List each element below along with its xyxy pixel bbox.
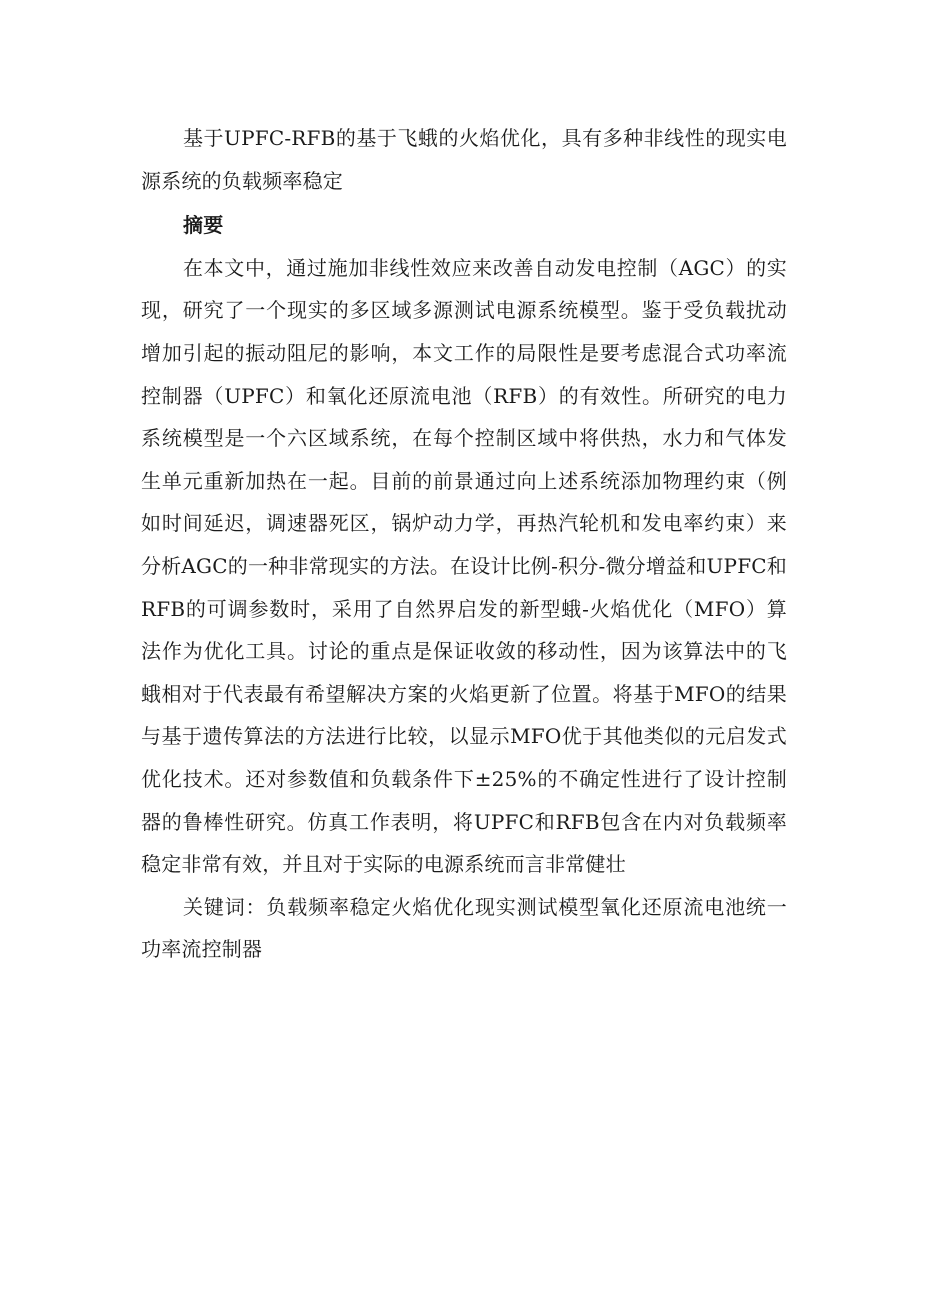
document-title: 基于UPFC-RFB的基于飞蛾的火焰优化，具有多种非线性的现实电源系统的负载频率稳定 (141, 126, 787, 193)
keywords-line: 关键词：负载频率稳定火焰优化现实测试模型氧化还原流电池统一功率流控制器 (141, 894, 787, 962)
document-content (141, 117, 787, 971)
abstract-heading: 摘要 (183, 213, 224, 238)
abstract-body: 在本文中，通过施加非线性效应来改善自动发电控制（AGC）的实现，研究了一个现实的多区域多源测试电源系统模型。鉴于受负载扰动增加引起的振动阻尼的影响，本文工作的局限性是要考虑混合式功率流控制器（UPFC）和氧化还原流电池（RFB）的有效性。所研究的电力系统模型是一个六区域系统，在每个控制区域中将供热，水力和气体发生单元重新加热在一起。目前的前景通过向上述系统添加物理约束（例如时间延迟，调速器死区，锅炉动力学，再热汽轮机和发电率约束）来分析AGC的一种非常现实的方法。在设计比例-积分-微分增益和UPFC和RFB的可调参数时，采用了自然界启发的新型蛾-火焰优化（MFO）算法作为优化工具。讨论的重点是保证收敛的移动性，因为该算法中的飞蛾相对于代表最有希望解决方案的火焰更新了位置。将基于MFO的结果与基于遗传算法的方法进行比较，以显示MFO优于其他类似的元启发式优化技术。还对参数值和负载条件下±25%的不确定性进行了设计控制器的鲁棒性研究。仿真工作表明，将UPFC和RFB包含在内对负载频率稳定非常有效，并且对于实际的电源系统而言非常健壮 (141, 255, 787, 877)
